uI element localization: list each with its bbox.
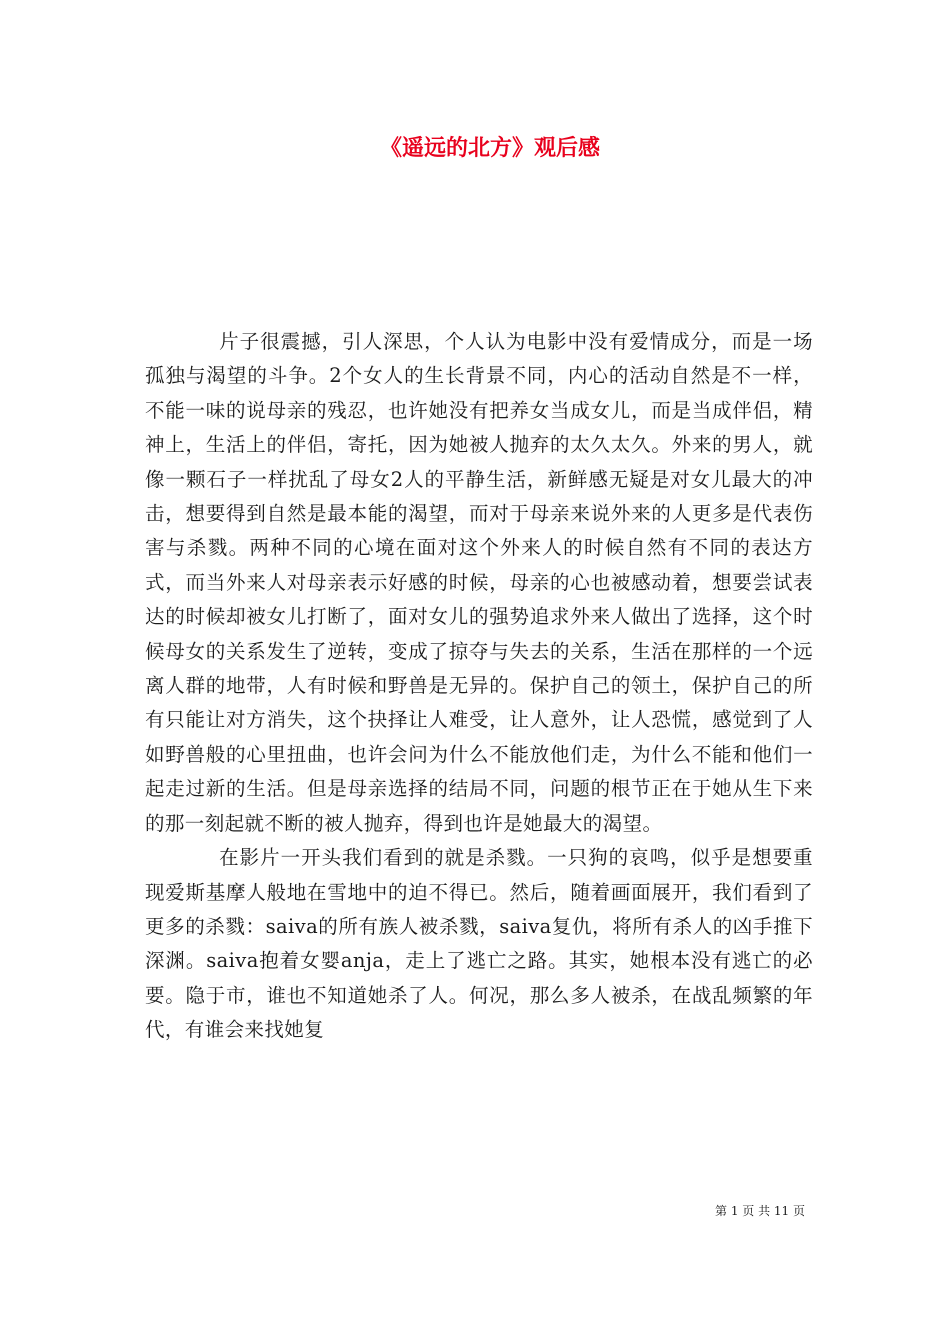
page-title: 《遥远的北方》观后感 xyxy=(379,135,600,161)
paragraph-2: 在影片一开头我们看到的就是杀戮。一只狗的哀鸣，似乎是想要重现爱斯基摩人般地在雪地中的迫不得已。然后，随着画面展开，我们看到了更多的杀戮：saiva的所有族人被杀戮，saiva复仇，将所有杀人的凶手推下深渊。saiva抱着女婴anja，走上了逃亡之路。其实，她根本没有逃亡的必要。隐于市，谁也不知道她杀了人。何况，那么多人被杀，在战乱频繁的年代，有谁会来找她复 xyxy=(145,846,813,1042)
document-body xyxy=(145,325,813,1048)
page-footer: 第 1 页 共 11 页 xyxy=(715,1204,805,1218)
paragraph-1: 片子很震撼，引人深思，个人认为电影中没有爱情成分，而是一场孤独与渴望的斗争。2个女人的生长背景不同，内心的活动自然是不一样，不能一味的说母亲的残忍，也许她没有把养女当成女儿，而是当成伴侣，精神上，生活上的伴侣，寄托，因为她被人抛弃的太久太久。外来的男人，就像一颗石子一样扰乱了母女2人的平静生活，新鲜感无疑是对女儿最大的冲击，想要得到自然是最本能的渴望，而对于母亲来说外来的人更多是代表伤害与杀戮。两种不同的心境在面对这个外来人的时候自然有不同的表达方式，而当外来人对母亲表示好感的时候，母亲的心也被感动着，想要尝试表达的时候却被女儿打断了，面对女儿的强势追求外来人做出了选择，这个时候母女的关系发生了逆转，变成了掠夺与失去的关系，生活在那样的一个远离人群的地带，人有时候和野兽是无异的。保护自己的领土，保护自己的所有只能让对方消失，这个抉择让人难受，让人意外，让人恐慌，感觉到了人如野兽般的心里扭曲，也许会问为什么不能放他们走，为什么不能和他们一起走过新的生活。但是母亲选择的结局不同，问题的根节正在于她从生下来的那一刻起就不断的被人抛弃，得到也许是她最大的渴望。 xyxy=(145,330,813,835)
